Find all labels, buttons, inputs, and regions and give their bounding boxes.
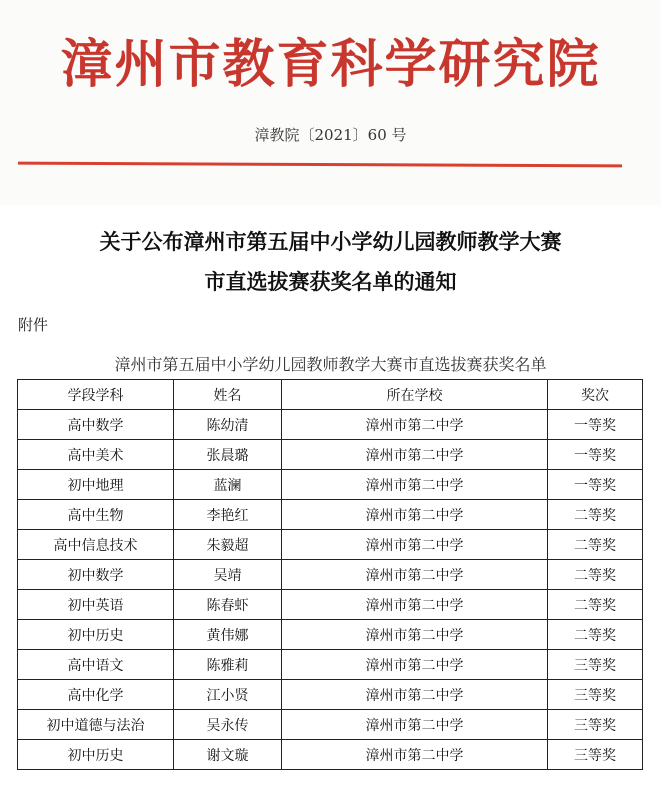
school-cell: 漳州市第二中学 xyxy=(282,470,548,500)
organization-name: 漳州市教育科学研究院 xyxy=(60,35,601,95)
name-cell: 黄伟娜 xyxy=(174,620,282,650)
award-cell: 二等奖 xyxy=(548,620,643,650)
table-row xyxy=(18,620,643,650)
school-cell: 漳州市第二中学 xyxy=(282,560,548,590)
red-divider-line xyxy=(18,162,622,168)
school-cell: 漳州市第二中学 xyxy=(282,650,548,680)
table-row xyxy=(18,560,643,590)
notice-title-line-2: 市直选拔赛获奖名单的通知 xyxy=(204,270,457,294)
subject-cell: 高中生物 xyxy=(18,500,174,530)
table-row xyxy=(18,530,643,560)
award-cell: 二等奖 xyxy=(548,590,643,620)
award-cell: 一等奖 xyxy=(548,410,643,440)
subject-cell: 高中信息技术 xyxy=(18,530,174,560)
table-row xyxy=(18,500,643,530)
notice-title-line-1: 关于公布漳州市第五届中小学幼儿园教师教学大赛 xyxy=(99,230,562,254)
letterhead xyxy=(0,0,661,205)
name-cell: 吴靖 xyxy=(174,560,282,590)
table-body xyxy=(18,410,643,770)
name-cell: 谢文璇 xyxy=(174,740,282,770)
subject-cell: 高中数学 xyxy=(18,410,174,440)
school-cell: 漳州市第二中学 xyxy=(282,530,548,560)
award-cell: 三等奖 xyxy=(548,650,643,680)
table-row xyxy=(18,470,643,500)
subject-cell: 初中地理 xyxy=(18,470,174,500)
subject-cell: 初中道德与法治 xyxy=(18,710,174,740)
subject-cell: 初中英语 xyxy=(18,590,174,620)
table-row xyxy=(18,590,643,620)
header-cell-subject: 学段学科 xyxy=(18,380,174,410)
table-row xyxy=(18,740,643,770)
school-cell: 漳州市第二中学 xyxy=(282,410,548,440)
header-cell-award: 奖次 xyxy=(548,380,643,410)
header-cell-name: 姓名 xyxy=(174,380,282,410)
table-row xyxy=(18,650,643,680)
table-row xyxy=(18,710,643,740)
award-cell: 三等奖 xyxy=(548,680,643,710)
school-cell: 漳州市第二中学 xyxy=(282,500,548,530)
table-row xyxy=(18,410,643,440)
name-cell: 陈雅莉 xyxy=(174,650,282,680)
school-cell: 漳州市第二中学 xyxy=(282,740,548,770)
award-cell: 三等奖 xyxy=(548,740,643,770)
award-cell: 二等奖 xyxy=(548,560,643,590)
name-cell: 陈春虾 xyxy=(174,590,282,620)
notice-title xyxy=(0,222,661,302)
subject-cell: 初中历史 xyxy=(18,740,174,770)
document-number: 漳教院〔2021〕60 号 xyxy=(254,126,407,144)
table-row xyxy=(18,680,643,710)
award-cell: 一等奖 xyxy=(548,440,643,470)
subject-cell: 高中语文 xyxy=(18,650,174,680)
table-caption: 漳州市第五届中小学幼儿园教师教学大赛市直选拔赛获奖名单 xyxy=(114,355,547,374)
award-cell: 一等奖 xyxy=(548,470,643,500)
school-cell: 漳州市第二中学 xyxy=(282,590,548,620)
name-cell: 张晨璐 xyxy=(174,440,282,470)
subject-cell: 高中美术 xyxy=(18,440,174,470)
table-header-row xyxy=(18,380,643,410)
subject-cell: 初中历史 xyxy=(18,620,174,650)
award-cell: 二等奖 xyxy=(548,530,643,560)
name-cell: 蓝澜 xyxy=(174,470,282,500)
name-cell: 朱毅超 xyxy=(174,530,282,560)
award-cell: 二等奖 xyxy=(548,500,643,530)
award-list-table xyxy=(17,379,643,770)
name-cell: 吴永传 xyxy=(174,710,282,740)
school-cell: 漳州市第二中学 xyxy=(282,710,548,740)
name-cell: 陈幼清 xyxy=(174,410,282,440)
award-cell: 三等奖 xyxy=(548,710,643,740)
school-cell: 漳州市第二中学 xyxy=(282,620,548,650)
name-cell: 李艳红 xyxy=(174,500,282,530)
subject-cell: 初中数学 xyxy=(18,560,174,590)
header-cell-school: 所在学校 xyxy=(282,380,548,410)
name-cell: 江小贤 xyxy=(174,680,282,710)
school-cell: 漳州市第二中学 xyxy=(282,440,548,470)
school-cell: 漳州市第二中学 xyxy=(282,680,548,710)
subject-cell: 高中化学 xyxy=(18,680,174,710)
table-row xyxy=(18,440,643,470)
attachment-label: 附件 xyxy=(18,316,49,334)
